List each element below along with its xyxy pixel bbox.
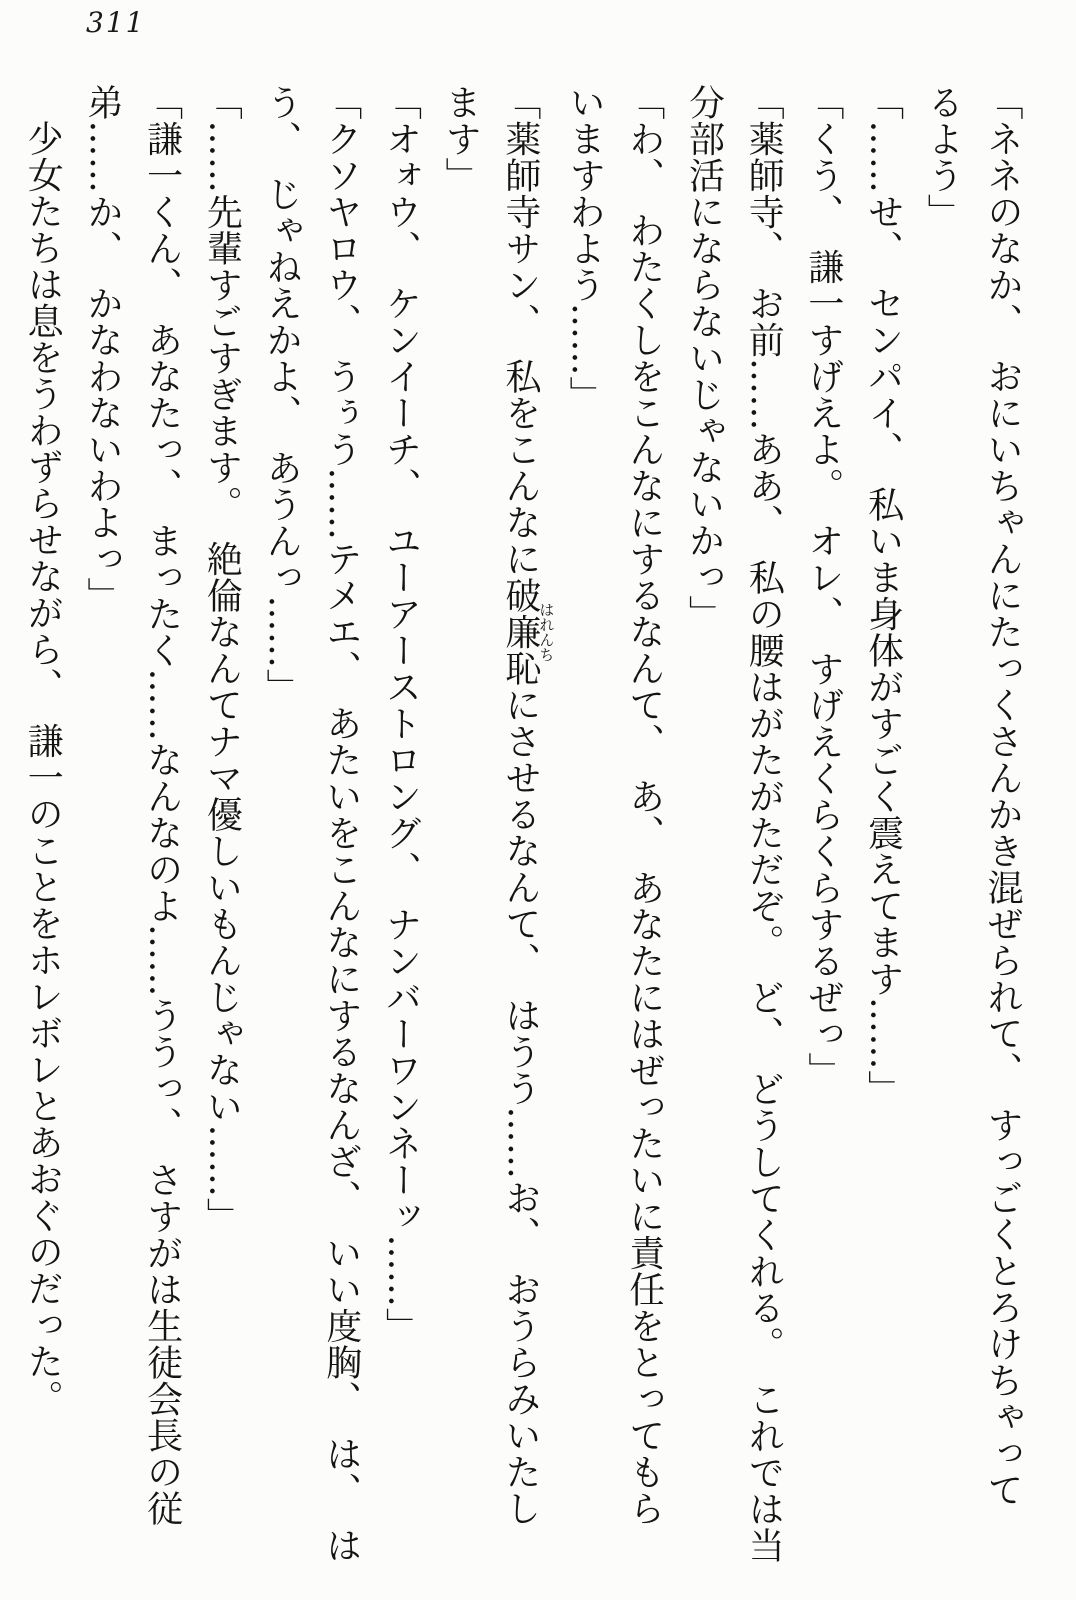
- text-column: るよう」: [922, 84, 964, 230]
- text-column: 「……先輩すごすぎます。 絶倫なんてナマ優しいもんじゃない……」: [201, 84, 243, 1234]
- text-column: 「謙一くん、 あなたっ、 まったく……なんなのよ……ううっ、 さすがは生徒会長の従: [141, 84, 183, 1527]
- text-column: う、 じゃねえかよ、 あうんっ……」: [261, 84, 303, 705]
- text-column: 「……せ、 センパイ、 私いま身体がすごく震えてます……」: [862, 84, 904, 1107]
- ruby-annotated-word: 破廉恥はれんち: [499, 577, 556, 687]
- text-column: 弟……か、 かなわないわよっ」: [81, 84, 123, 614]
- text-column: 「クソヤロウ、 うぅう……テメエ、 あたいをこんなにするなんざ、 いい度胸、 は、 は: [320, 84, 362, 1564]
- text-column: 「オォウ、 ケンイーチ、 ユーアーストロング、 ナンバーワンネーッ……」: [380, 84, 422, 1344]
- page-text: [16, 84, 1032, 1596]
- text-column: いますわよう……」: [564, 84, 606, 413]
- text-column: 「薬師寺サン、 私をこんなに破廉恥はれんちにさせるなんて、 はうう……お、 おうらみいたし: [499, 84, 556, 1527]
- page-number: 311: [86, 6, 146, 39]
- text-column: 「薬師寺、 お前……ああ、 私の腰はがたがただぞ。 ど、 どうしてくれる。 これでは当: [743, 84, 785, 1564]
- text-column: 「ネネのなか、 おにいちゃんにたっくさんかき混ぜられて、 すっごくとろけちゃって: [982, 84, 1023, 1508]
- text-column: 少女たちは息をうわずらせながら、 謙一のことをホレボレとあおぐのだった。: [22, 120, 64, 1416]
- text-column: 分部活にならないじゃないかっ」: [683, 84, 725, 632]
- text-column: ます」: [440, 84, 482, 194]
- text-column: 「わ、 わたくしをこんなにするなんて、 あ、 あなたにはぜったいに責任をとってもら: [623, 84, 665, 1527]
- text-column: 「くう、 謙一すげえよ。 オレ、 すげえくらくらするぜっ」: [802, 84, 844, 1089]
